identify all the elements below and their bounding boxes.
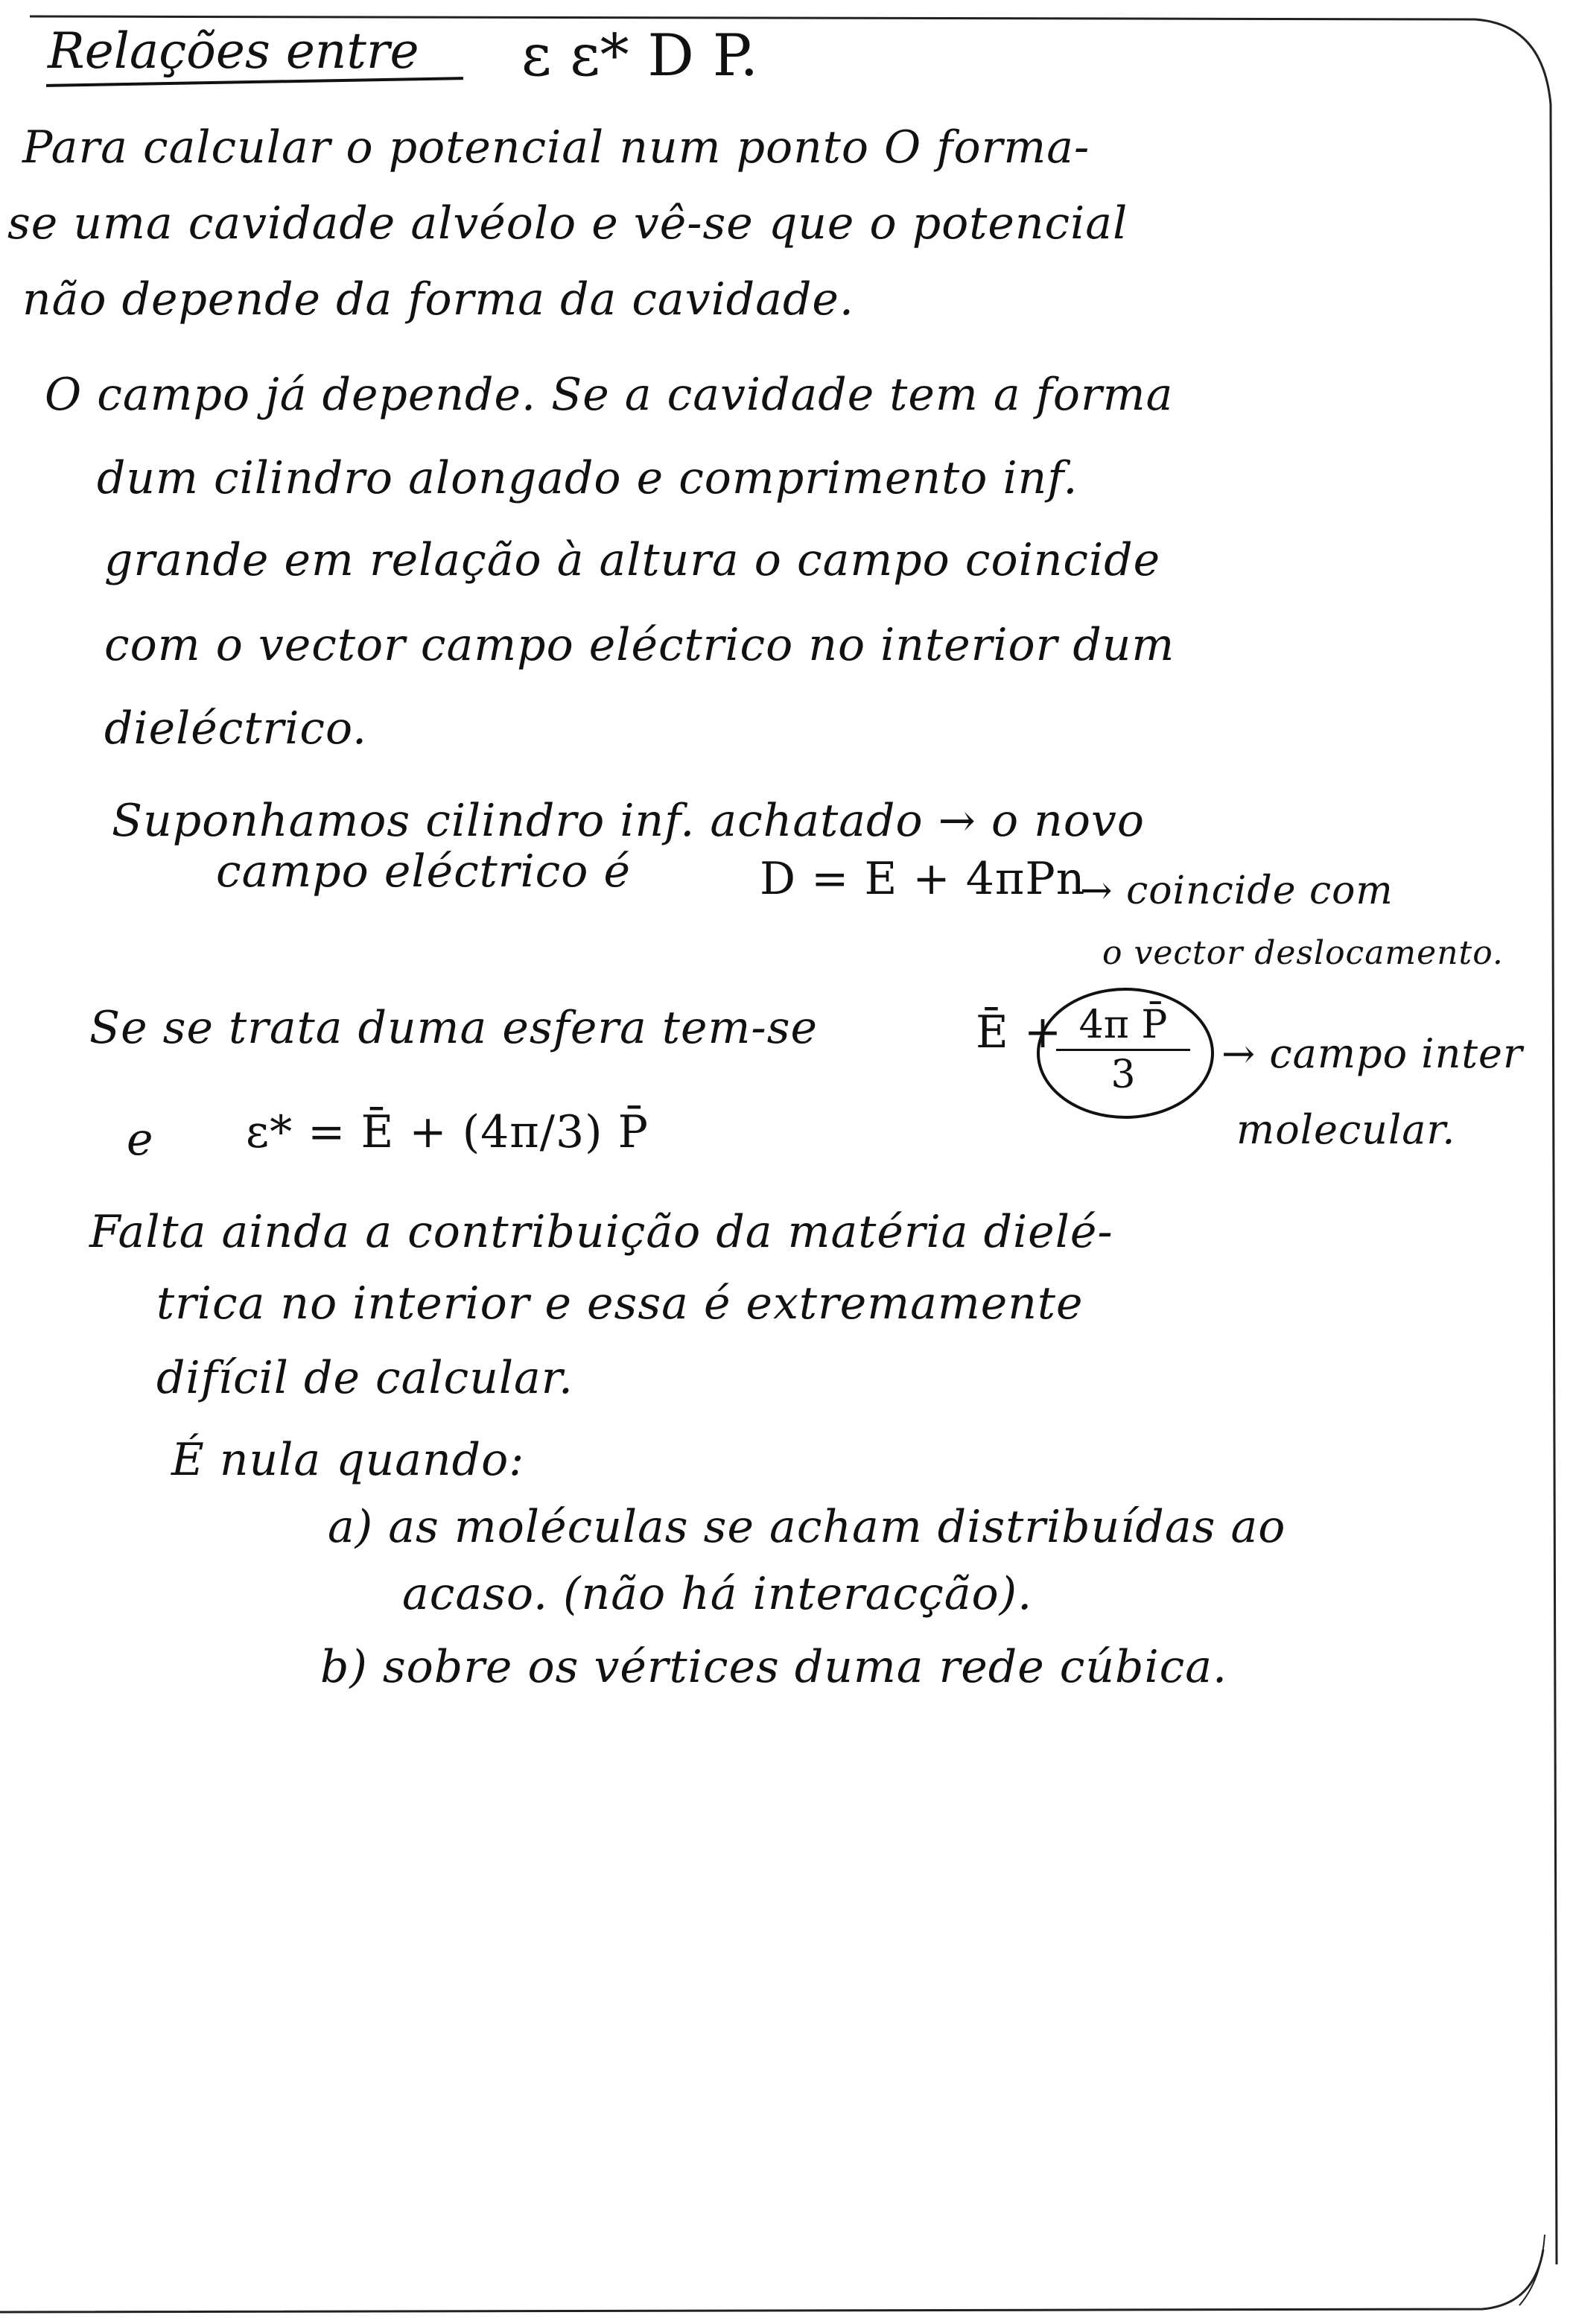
text-line-vector: o vector deslocamento. — [1102, 934, 1504, 972]
text-line-acaso: acaso. (não há interacção). — [402, 1568, 1033, 1620]
text-line-6: grande em relação à altura o campo coincide — [104, 534, 1161, 586]
text-line-e: e — [127, 1114, 154, 1166]
text-line-2: se uma cavidade alvéolo e vê-se que o potencial — [7, 197, 1128, 250]
page-title: Relações entre — [48, 22, 419, 80]
text-line-b: b) sobre os vértices duma rede cúbica. — [320, 1641, 1228, 1693]
fraction-circled: 4π P̄ 3 — [1056, 1006, 1190, 1094]
text-line-10: campo eléctrico é — [216, 845, 631, 898]
text-line-molecular: molecular. — [1236, 1106, 1456, 1153]
equation-eps-star: ε* = Ē + (4π/3) P̄ — [246, 1106, 649, 1158]
text-line-a: a) as moléculas se acham distribuídas ao — [328, 1501, 1286, 1553]
text-line-campo: → campo inter — [1221, 1030, 1523, 1077]
text-line-4: O campo já depende. Se a cavidade tem a forma — [45, 369, 1174, 421]
text-line-5: dum cilindro alongado e comprimento inf. — [97, 452, 1078, 504]
text-line-coincide: → coincide com — [1080, 869, 1394, 913]
text-line-8: dieléctrico. — [104, 702, 368, 755]
text-line-nula: É nula quando: — [171, 1434, 525, 1486]
equation-d: D = E + 4πPn — [760, 853, 1086, 905]
text-line-sphere: Se se trata duma esfera tem-se — [89, 1002, 818, 1054]
text-line-9: Suponhamos cilindro inf. achatado → o novo — [112, 795, 1145, 847]
text-line-falta: Falta ainda a contribuição da matéria dielé- — [89, 1206, 1113, 1258]
text-line-dificil: difícil de calcular. — [156, 1352, 573, 1404]
text-line-3: não depende da forma da cavidade. — [22, 273, 854, 326]
equation-e-plus: Ē + — [976, 1006, 1063, 1058]
text-line-7: com o vector campo eléctrico no interior dum — [104, 619, 1175, 671]
title-symbols: ε ε* D P. — [521, 22, 759, 89]
text-line-1: Para calcular o potencial num ponto O forma- — [22, 121, 1090, 174]
text-line-trica: trica no interior e essa é extremamente — [156, 1277, 1084, 1330]
